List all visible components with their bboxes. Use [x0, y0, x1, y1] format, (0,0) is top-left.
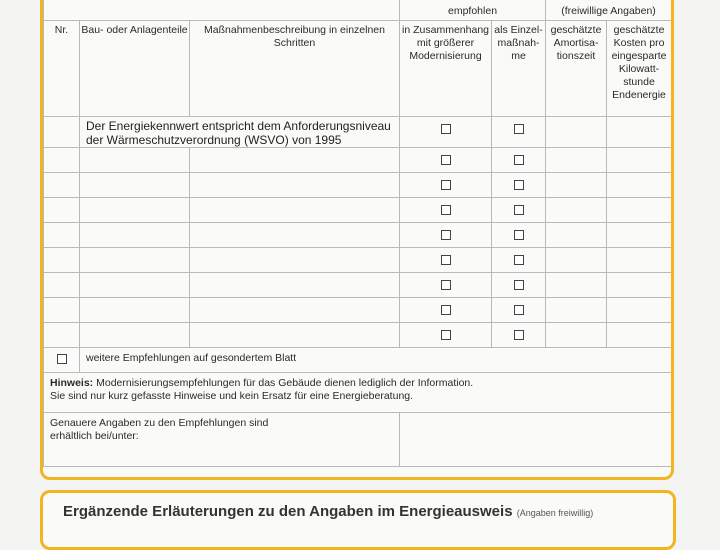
hinweis-text-2: Sie sind nur kurz gefasste Hinweise und kein Ersatz für eine Energieberatung.	[50, 389, 414, 402]
einzel-cell	[492, 147, 546, 172]
row-nr	[44, 197, 80, 222]
row-text: Der Energiekennwert entspricht dem Anforderungsniveau der Wärmeschutzverordnung (WSVO) von 1995	[80, 116, 400, 147]
table-row	[44, 247, 672, 272]
kosten-cell	[607, 322, 672, 347]
zusammenhang-checkbox[interactable]	[441, 124, 451, 134]
kosten-cell	[607, 116, 672, 147]
section2-title-text: Ergänzende Erläuterungen zu den Angaben im Energieausweis	[63, 503, 513, 520]
table-row	[44, 222, 672, 247]
kosten-cell	[607, 272, 672, 297]
row-nr	[44, 147, 80, 172]
weitere-checkbox[interactable]	[57, 354, 67, 364]
table-row	[44, 197, 672, 222]
zusammenhang-cell	[400, 172, 492, 197]
recommendations-table	[43, 0, 672, 467]
row-nr	[44, 297, 80, 322]
row-bau	[80, 172, 190, 197]
amortisation-cell	[546, 297, 607, 322]
amortisation-cell	[546, 172, 607, 197]
zusammenhang-cell	[400, 197, 492, 222]
table-row	[44, 297, 672, 322]
amortisation-cell	[546, 116, 607, 147]
table-row	[44, 172, 672, 197]
section2-subtitle: (Angaben freiwillig)	[516, 508, 594, 518]
row-massnahmen	[190, 322, 400, 347]
row-bau	[80, 222, 190, 247]
row-bau	[80, 247, 190, 272]
einzel-checkbox[interactable]	[514, 230, 524, 240]
section2-box	[40, 490, 676, 550]
zusammenhang-cell	[400, 322, 492, 347]
col-massnahmen: Maßnahmenbeschreibung in einzelnen Schritten	[190, 20, 400, 116]
einzel-checkbox[interactable]	[514, 280, 524, 290]
zusammenhang-checkbox[interactable]	[441, 330, 451, 340]
einzel-cell	[492, 172, 546, 197]
zusammenhang-checkbox[interactable]	[441, 205, 451, 215]
genauere-field[interactable]	[400, 412, 672, 466]
row-massnahmen	[190, 247, 400, 272]
amortisation-cell	[546, 322, 607, 347]
col-nr: Nr.	[44, 20, 80, 116]
row-massnahmen	[190, 147, 400, 172]
zusammenhang-cell	[400, 116, 492, 147]
table-row	[44, 272, 672, 297]
einzel-checkbox[interactable]	[514, 180, 524, 190]
row-bau	[80, 322, 190, 347]
einzel-checkbox[interactable]	[514, 124, 524, 134]
zusammenhang-checkbox[interactable]	[441, 230, 451, 240]
section2-title	[63, 503, 593, 520]
table-row	[44, 322, 672, 347]
row-nr	[44, 222, 80, 247]
row-massnahmen	[190, 222, 400, 247]
einzel-checkbox[interactable]	[514, 255, 524, 265]
einzel-checkbox[interactable]	[514, 305, 524, 315]
zusammenhang-checkbox[interactable]	[441, 305, 451, 315]
zusammenhang-checkbox[interactable]	[441, 155, 451, 165]
col-kosten: geschätzte Kosten pro eingesparte Kilowatt-stunde Endenergie	[607, 20, 672, 116]
einzel-cell	[492, 247, 546, 272]
recommendations-frame	[40, 0, 674, 480]
amortisation-cell	[546, 272, 607, 297]
row-nr	[44, 247, 80, 272]
row-nr	[44, 322, 80, 347]
weitere-label: weitere Empfehlungen auf gesondertem Blatt	[80, 347, 672, 372]
row-bau	[80, 197, 190, 222]
col-amortisation: geschätzte Amortisa-tionszeit	[546, 20, 607, 116]
hinweis-text-1: Modernisierungsempfehlungen für das Gebäude dienen lediglich der Information.	[93, 376, 474, 389]
col-einzel: als Einzel-maßnah-me	[492, 20, 546, 116]
kosten-cell	[607, 247, 672, 272]
weitere-cell	[44, 347, 80, 372]
zusammenhang-checkbox[interactable]	[441, 255, 451, 265]
row-nr	[44, 116, 80, 147]
row-massnahmen	[190, 272, 400, 297]
col-bau: Bau- oder Anlagenteile	[80, 20, 190, 116]
row-bau	[80, 297, 190, 322]
einzel-cell	[492, 272, 546, 297]
einzel-cell	[492, 297, 546, 322]
einzel-checkbox[interactable]	[514, 155, 524, 165]
hinweis	[44, 372, 672, 412]
row-nr	[44, 172, 80, 197]
kosten-cell	[607, 172, 672, 197]
kosten-cell	[607, 222, 672, 247]
kosten-cell	[607, 147, 672, 172]
amortisation-cell	[546, 247, 607, 272]
zusammenhang-cell	[400, 147, 492, 172]
group-empfohlen: empfohlen	[400, 0, 546, 20]
genauere-label: Genauere Angaben zu den Empfehlungen sind erhältlich bei/unter:	[44, 412, 400, 466]
hinweis-label: Hinweis:	[50, 376, 94, 389]
row-bau	[80, 272, 190, 297]
amortisation-cell	[546, 147, 607, 172]
kosten-cell	[607, 197, 672, 222]
col-zusammenhang: in Zusammenhang mit größerer Modernisierung	[400, 20, 492, 116]
einzel-checkbox[interactable]	[514, 205, 524, 215]
kosten-cell	[607, 297, 672, 322]
amortisation-cell	[546, 197, 607, 222]
amortisation-cell	[546, 222, 607, 247]
zusammenhang-cell	[400, 272, 492, 297]
group-freiwillig: (freiwillige Angaben)	[546, 0, 672, 20]
einzel-checkbox[interactable]	[514, 330, 524, 340]
einzel-cell	[492, 197, 546, 222]
zusammenhang-cell	[400, 222, 492, 247]
zusammenhang-cell	[400, 247, 492, 272]
einzel-cell	[492, 222, 546, 247]
einzel-cell	[492, 322, 546, 347]
zusammenhang-checkbox[interactable]	[441, 280, 451, 290]
header-spacer	[44, 0, 400, 20]
row-bau	[80, 147, 190, 172]
table-row	[44, 147, 672, 172]
row-massnahmen	[190, 197, 400, 222]
zusammenhang-cell	[400, 297, 492, 322]
row-massnahmen	[190, 172, 400, 197]
zusammenhang-checkbox[interactable]	[441, 180, 451, 190]
einzel-cell	[492, 116, 546, 147]
row-nr	[44, 272, 80, 297]
row-massnahmen	[190, 297, 400, 322]
